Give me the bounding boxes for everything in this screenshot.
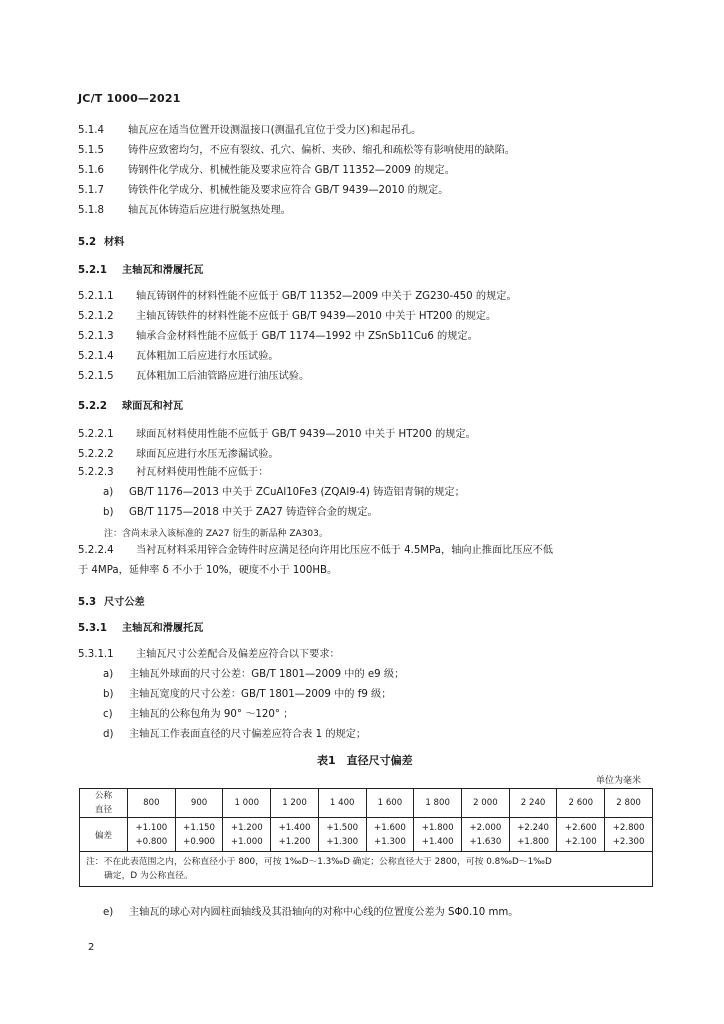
list-item-b (103, 506, 378, 520)
table-row-note (80, 852, 653, 887)
table-cell: 800 (128, 789, 176, 818)
clause-number: 5.2.1.1 (78, 291, 114, 302)
lower-deviation: +1.200 (278, 836, 311, 847)
note-text: 确定，D 为公称直径。 (104, 871, 193, 881)
table-cell: 1 400 (318, 789, 366, 818)
clause-text: 铸钢件化学成分、机械性能及要求应符合 GB/T 11352—2009 的规定。 (128, 165, 455, 176)
table-unit: 单位为毫米 (596, 776, 642, 786)
lower-deviation: +1.000 (230, 836, 263, 847)
lower-deviation: +1.630 (469, 836, 502, 847)
table-cell (414, 818, 462, 852)
clause-number: 5.2.2.1 (78, 429, 114, 440)
clause-5-2-2-3 (78, 466, 268, 480)
clause-number: 5.2.1.3 (78, 331, 114, 342)
clause-5-1-8 (78, 204, 291, 218)
header-text: 直径 (94, 805, 113, 815)
clause-text: 主轴瓦尺寸公差配合及偏差应符合以下要求： (136, 649, 340, 660)
lower-deviation: +2.300 (612, 836, 645, 847)
table-cell: 1 000 (223, 789, 271, 818)
table-cell (271, 818, 319, 852)
list-marker: e) (103, 907, 114, 918)
list-item-e (103, 906, 519, 920)
clause-text: 轴瓦应在适当位置开设测温接口(测温孔宜位于受力区)和起吊孔。 (128, 125, 422, 136)
clause-5-1-5 (78, 144, 515, 158)
clause-5-2-2-2 (78, 448, 279, 462)
list-text: GB/T 1176—2013 中关于 ZCuAl10Fe3 (ZQAl9-4) 铸造铝青铜的规定； (129, 487, 465, 498)
list-item-c (103, 708, 293, 722)
lower-deviation: +0.900 (183, 836, 215, 847)
clause-text: 轴瓦瓦体铸造后应进行脱氢热处理。 (128, 205, 291, 216)
clause-number: 5.2.1.2 (78, 311, 114, 322)
section-title: 材料 (104, 237, 125, 248)
header-cell-diameter (80, 789, 128, 818)
table-cell: 1 800 (414, 789, 462, 818)
clause-number: 5.2.2.4 (78, 545, 114, 556)
list-item-a (103, 486, 465, 500)
standard-code: JC/T 1000—2021 (78, 92, 181, 105)
clause-5-2-1-5 (78, 370, 309, 384)
clause-number: 5.1.6 (78, 165, 104, 176)
clause-5-2-2-1 (78, 428, 476, 442)
lower-deviation: +1.300 (374, 836, 406, 847)
table-cell (605, 818, 653, 852)
clause-text: 球面瓦材料使用性能不应低于 GB/T 9439—2010 中关于 HT200 的规定。 (136, 429, 476, 440)
lower-deviation: +2.100 (564, 836, 597, 847)
table-cell (175, 818, 223, 852)
lower-deviation: +0.800 (135, 836, 168, 847)
table-cell: 900 (175, 789, 223, 818)
clause-5-3-1-1 (78, 648, 340, 662)
section-heading-5-3-1 (78, 622, 204, 636)
clause-text: 球面瓦应进行水压无渗漏试验。 (136, 449, 279, 460)
header-cell-deviation: 偏差 (80, 818, 128, 852)
clause-number: 5.1.7 (78, 185, 104, 196)
list-text: 主轴瓦工作表面直径的尺寸偏差应符合表 1 的规定； (129, 729, 367, 740)
section-number: 5.2.2 (78, 401, 108, 412)
list-text: 主轴瓦的球心对内圆柱面轴线及其沿轴向的对称中心线的位置度公差为 SΦ0.10 mm。 (129, 907, 519, 918)
section-heading-5-3 (78, 596, 145, 610)
clause-5-2-1-3 (78, 330, 478, 344)
list-text: GB/T 1175—2018 中关于 ZA27 铸造锌合金的规定。 (129, 507, 378, 518)
table-cell: 1 200 (271, 789, 319, 818)
upper-deviation: +1.500 (326, 822, 359, 833)
table-cell (366, 818, 414, 852)
clause-text: 主轴瓦铸铁件的材料性能不应低于 GB/T 9439—2010 中关于 HT200 的规定。 (136, 311, 497, 322)
clause-5-2-2-4 (78, 544, 553, 558)
table-cell: 2 600 (557, 789, 605, 818)
table-cell: 2 800 (605, 789, 653, 818)
upper-deviation: +2.000 (469, 822, 502, 833)
section-title: 主轴瓦和滑履托瓦 (122, 623, 204, 634)
upper-deviation: +2.600 (564, 822, 597, 833)
header-text: 公称 (94, 791, 113, 801)
table-cell: 1 600 (366, 789, 414, 818)
table-cell (557, 818, 605, 852)
list-item-a (103, 668, 404, 682)
section-title: 主轴瓦和滑履托瓦 (122, 265, 204, 276)
table-caption: 表1 直径尺寸偏差 (317, 754, 413, 767)
clause-text: 轴承合金材料性能不应低于 GB/T 1174—1992 中 ZSnSb11Cu6 的规定。 (136, 331, 478, 342)
section-title: 球面瓦和衬瓦 (122, 401, 184, 412)
list-item-b (103, 688, 391, 702)
upper-deviation: +1.150 (183, 822, 215, 833)
upper-deviation: +1.100 (135, 822, 168, 833)
upper-deviation: +1.200 (230, 822, 263, 833)
clause-5-1-4 (78, 124, 421, 138)
list-marker: a) (103, 669, 114, 680)
note-text: 注：不在此表范围之内，公称直径小于 800，可按 1‰D～1.3‰D 确定；公称直径大于 2800，可按 0.8‰D～1‰D (86, 857, 552, 867)
clause-5-2-2-4-cont: 于 4MPa，延伸率 δ 不小于 10%，硬度不小于 100HB。 (78, 565, 338, 576)
clause-number: 5.1.5 (78, 145, 104, 156)
clause-text: 轴瓦铸钢件的材料性能不应低于 GB/T 11352—2009 中关于 ZG230-450 的规定。 (136, 291, 517, 302)
table-row-diameter (80, 789, 653, 818)
table-cell (318, 818, 366, 852)
clause-number: 5.2.2.3 (78, 467, 114, 478)
list-marker: c) (103, 709, 113, 720)
table-cell: 2 000 (462, 789, 510, 818)
clause-text: 瓦体粗加工后油管路应进行油压试验。 (136, 371, 310, 382)
table-cell (223, 818, 271, 852)
upper-deviation: +2.800 (612, 822, 645, 833)
clause-number: 5.3.1.1 (78, 649, 114, 660)
clause-text: 当衬瓦材料采用锌合金铸件时应满足径向许用比压应不低于 4.5MPa，轴向止推面比压应不低 (136, 545, 554, 556)
lower-deviation: +1.800 (517, 836, 550, 847)
list-text: 主轴瓦宽度的尺寸公差：GB/T 1801—2009 中的 f9 级； (129, 689, 392, 700)
clause-text: 瓦体粗加工后应进行水压试验。 (136, 351, 279, 362)
clause-number: 5.1.4 (78, 125, 104, 136)
clause-text: 衬瓦材料使用性能不应低于： (136, 467, 269, 478)
page-number: 2 (88, 942, 95, 953)
list-item-d (103, 728, 366, 742)
section-heading-5-2 (78, 236, 124, 250)
section-heading-5-2-1 (78, 264, 204, 278)
upper-deviation: +1.800 (421, 822, 454, 833)
clause-text: 铸件应致密均匀，不应有裂纹、孔穴、偏析、夹砂、缩孔和疏松等有影响使用的缺陷。 (128, 145, 516, 156)
table-cell (509, 818, 557, 852)
clause-5-1-6 (78, 164, 455, 178)
clause-5-2-1-2 (78, 310, 496, 324)
clause-number: 5.2.2.2 (78, 449, 114, 460)
clause-5-1-7 (78, 184, 448, 198)
section-number: 5.3 (78, 597, 97, 608)
section-number: 5.2 (78, 237, 97, 248)
section-heading-5-2-2 (78, 400, 183, 414)
lower-deviation: +1.300 (326, 836, 359, 847)
clause-text: 铸铁件化学成分、机械性能及要求应符合 GB/T 9439—2010 的规定。 (128, 185, 449, 196)
clause-number: 5.2.1.4 (78, 351, 114, 362)
upper-deviation: +1.400 (278, 822, 311, 833)
lower-deviation: +1.400 (421, 836, 454, 847)
note-5-2-2-3: 注：含尚未录入该标准的 ZA27 衍生的新品种 ZA303。 (104, 529, 328, 539)
clause-5-2-1-4 (78, 350, 279, 364)
table-row-deviation (80, 818, 653, 852)
clause-number: 5.2.1.5 (78, 371, 114, 382)
table-cell: 2 240 (509, 789, 557, 818)
clause-5-2-1-1 (78, 290, 517, 304)
list-marker: b) (103, 689, 114, 700)
section-number: 5.2.1 (78, 265, 108, 276)
diameter-deviation-table (79, 788, 653, 887)
list-text: 主轴瓦的公称包角为 90° ～120° ； (129, 709, 294, 720)
table-cell (128, 818, 176, 852)
list-marker: b) (103, 507, 114, 518)
section-title: 尺寸公差 (104, 597, 145, 608)
upper-deviation: +2.240 (517, 822, 550, 833)
section-number: 5.3.1 (78, 623, 108, 634)
table-cell (462, 818, 510, 852)
clause-number: 5.1.8 (78, 205, 104, 216)
list-marker: d) (103, 729, 114, 740)
table-note (80, 852, 653, 887)
list-marker: a) (103, 487, 114, 498)
upper-deviation: +1.600 (374, 822, 406, 833)
list-text: 主轴瓦外球面的尺寸公差：GB/T 1801—2009 中的 e9 级； (129, 669, 405, 680)
